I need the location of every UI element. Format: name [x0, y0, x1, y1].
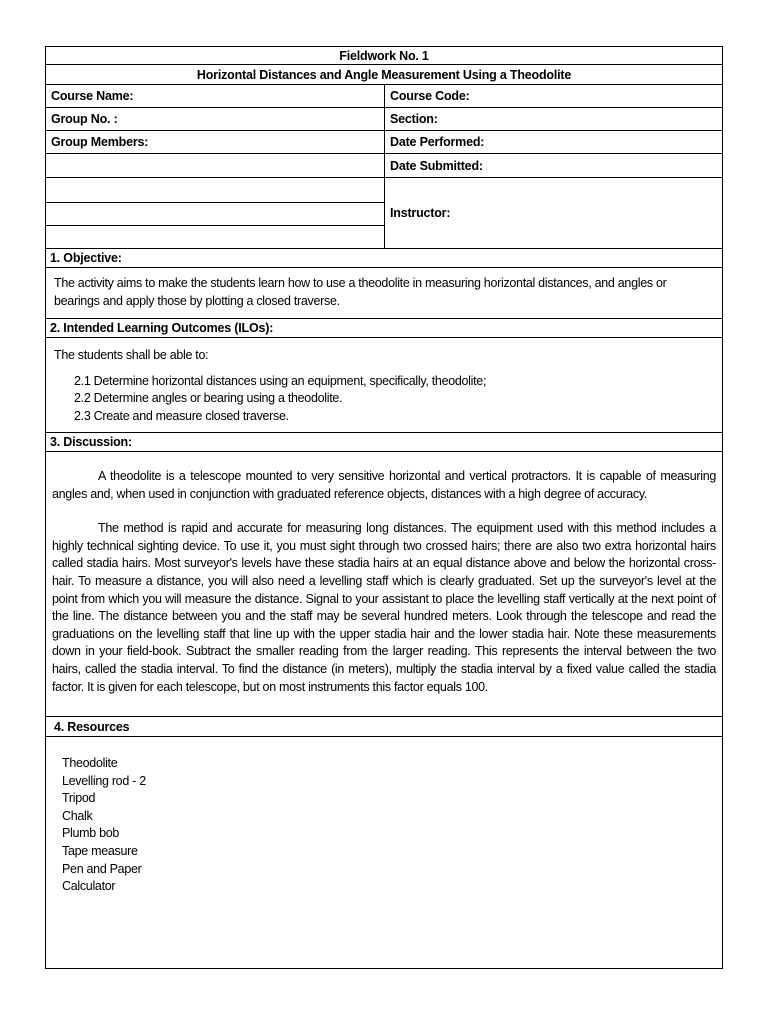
list-item: 2.1 Determine horizontal distances using an equipment, specifically, theodolite; — [74, 373, 487, 388]
course-name-cell[interactable] — [46, 85, 385, 107]
instructor-label: Instructor: — [390, 206, 451, 220]
course-code-cell[interactable] — [385, 85, 722, 107]
resources-heading: 4. Resources — [46, 717, 722, 737]
group-row — [46, 108, 722, 131]
group-members-cell[interactable] — [46, 131, 385, 153]
list-item: Calculator — [62, 879, 116, 894]
course-row — [46, 85, 722, 108]
discussion-heading: 3. Discussion: — [46, 433, 722, 452]
resources-body — [46, 737, 722, 968]
list-item: 2.2 Determine angles or bearing using a theodolite. — [74, 391, 343, 406]
date-performed-cell[interactable] — [385, 131, 722, 153]
date-submitted-label: Date Submitted: — [390, 158, 483, 173]
member-line-3 — [46, 225, 385, 226]
course-name-label: Course Name: — [51, 89, 134, 103]
list-item: Chalk — [62, 808, 93, 823]
list-item: Plumb bob — [62, 826, 120, 841]
members-block — [46, 154, 722, 249]
group-no-cell[interactable] — [46, 108, 385, 130]
objective-heading: 1. Objective: — [46, 249, 722, 268]
section-label: Section: — [390, 112, 438, 126]
ilos-list — [54, 373, 714, 426]
member-line-2 — [46, 202, 385, 203]
fieldwork-form — [45, 46, 723, 969]
date-performed-label: Date Performed: — [390, 135, 485, 149]
instructor-cell[interactable] — [385, 178, 722, 248]
discussion-body — [46, 452, 722, 717]
ilos-heading: 2. Intended Learning Outcomes (ILOs): — [46, 319, 722, 338]
group-no-label: Group No. : — [51, 112, 118, 126]
member-line-1 — [46, 177, 385, 178]
date-submitted-cell[interactable] — [385, 154, 722, 178]
section-cell[interactable] — [385, 108, 722, 130]
discussion-paragraph-1: A theodolite is a telescope mounted to very sensitive horizontal and vertical protractors. It is capable of measuring angles and, when used in conjunction with graduated reference objects, distances with a high degree of accuracy. — [52, 469, 716, 501]
form-subtitle: Horizontal Distances and Angle Measurement Using a Theodolite — [46, 65, 722, 85]
form-title: Fieldwork No. 1 — [46, 47, 722, 65]
list-item: Theodolite — [62, 756, 118, 770]
discussion-paragraph-2: The method is rapid and accurate for measuring long distances. The equipment used with this method includes a highly technical sighting device. To use it, you must sight through two crossed hairs; there are also two extra horizontal hairs called stadia hairs. Most surveyor's levels have these stadia hairs at an equal distance above and below the horizontal cross-hair. To measure a distance, you will also need a levelling staff which is clearly graduated. Set up the surveyor's level at the point from which you will measure the distance. Signal to your assistant to place the levelling staff vertically at the next point of the line. The distance between you and the staff may be several hundred meters. Look through the telescope and read the graduations on the levelling staff that line up with the upper stadia hair and the lower stadia hair. Note these measurements down in your field-book. Subtract the smaller reading from the larger reading. This represents the interval between the two hairs, called the stadia interval. To find the distance (in meters), multiply the stadia interval by a fixed value called the stadia factor. It is given for each telescope, but on most instruments this factor equals 100. — [52, 521, 716, 694]
list-item: Tripod — [62, 791, 96, 806]
list-item: Tape measure — [62, 843, 138, 858]
list-item: 2.3 Create and measure closed traverse. — [74, 408, 289, 423]
ilos-body — [46, 338, 722, 433]
resources-list — [62, 755, 706, 896]
list-item: Levelling rod - 2 — [62, 773, 146, 788]
objective-text: The activity aims to make the students learn how to use a theodolite in measuring horizontal distances, and angles or bearings and apply those by plotting a closed traverse. — [46, 268, 722, 319]
course-code-label: Course Code: — [390, 89, 470, 103]
ilos-intro: The students shall be able to: — [54, 348, 209, 362]
group-members-label: Group Members: — [51, 135, 149, 149]
list-item: Pen and Paper — [62, 861, 142, 876]
members-row — [46, 131, 722, 154]
members-blank-area[interactable] — [46, 154, 385, 248]
